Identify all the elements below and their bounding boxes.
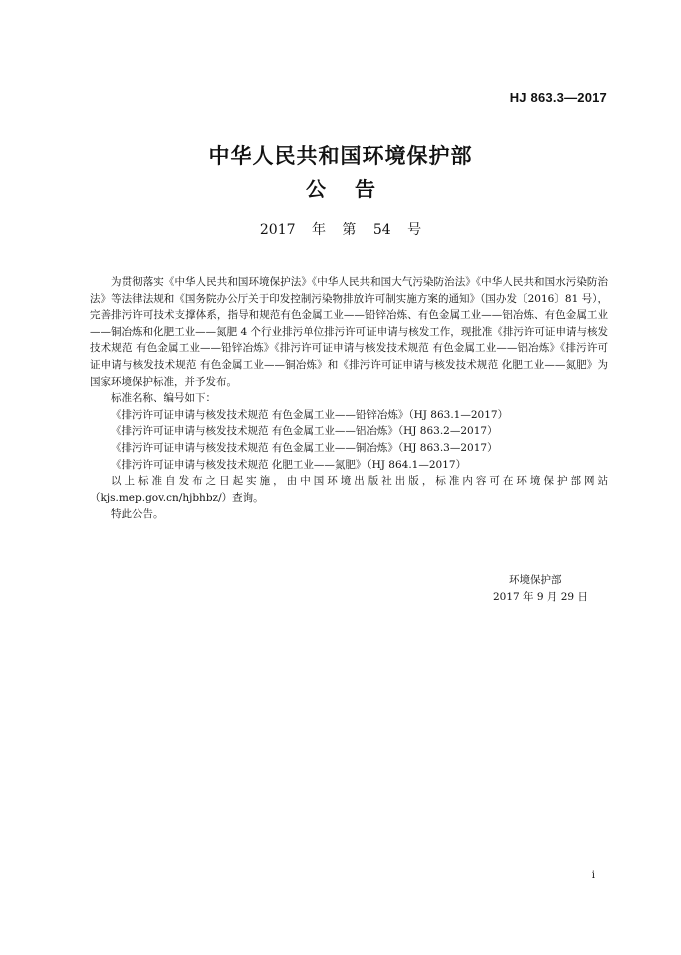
standard-code: HJ 863.3—2017 xyxy=(509,90,607,105)
document-title: 中华人民共和国环境保护部 xyxy=(208,143,473,168)
publication-paragraph: 以上标准自发布之日起实施，由中国环境出版社出版，标准内容可在环境保护部网站（kjs.mep.gov.cn/hjbhbz/）查询。 xyxy=(90,475,608,504)
standard-item: 《排污许可证申请与核发技术规范 有色金属工业——铝冶炼》（HJ 863.2—2017） xyxy=(111,425,498,438)
intro-paragraph: 为贯彻落实《中华人民共和国环境保护法》《中华人民共和国大气污染防治法》《中华人民共和国水污染防治法》等法律法规和《国务院办公厅关于印发控制污染物排放许可制实施方案的通知》（国办发〔2016〕81 号），完善排污许可技术支撑体系，指导和规范有色金属工业——铅锌冶炼、有色金属工业——铝冶炼、有色金属工业——铜冶炼和化肥工业——氮肥 4 个行业排污单位排污许可证申请与核发工作，现批准《排污许可证申请与核发技术规范 有色金属工业——铅锌冶炼》《排污许可证申请与核发技术规范 有色金属工业——铝冶炼》《排污许可证申请与核发技术规范 有色金属工业——铜冶炼》和《排污许可证申请与核发技术规范 化肥工业——氮肥》为国家环境保护标准，并予发布。 xyxy=(90,276,608,388)
standard-item: 《排污许可证申请与核发技术规范 有色金属工业——铅锌冶炼》（HJ 863.1—2017） xyxy=(111,408,509,421)
announcement-body xyxy=(90,274,608,523)
standard-item: 《排污许可证申请与核发技术规范 化肥工业——氮肥》（HJ 864.1—2017） xyxy=(111,458,467,471)
standard-item: 《排污许可证申请与核发技术规范 有色金属工业——铜冶炼》（HJ 863.3—2017） xyxy=(111,441,498,454)
signing-date: 2017 年 9 月 29 日 xyxy=(493,591,588,603)
announcement-number: 2017 年 第 54 号 xyxy=(259,222,422,238)
list-heading: 标准名称、编号如下： xyxy=(111,392,216,405)
signing-organization: 环境保护部 xyxy=(509,574,562,586)
closing-line: 特此公告。 xyxy=(111,508,164,521)
signoff-block xyxy=(493,572,588,606)
document-type: 公 告 xyxy=(306,177,375,201)
page-number: i xyxy=(591,870,595,881)
